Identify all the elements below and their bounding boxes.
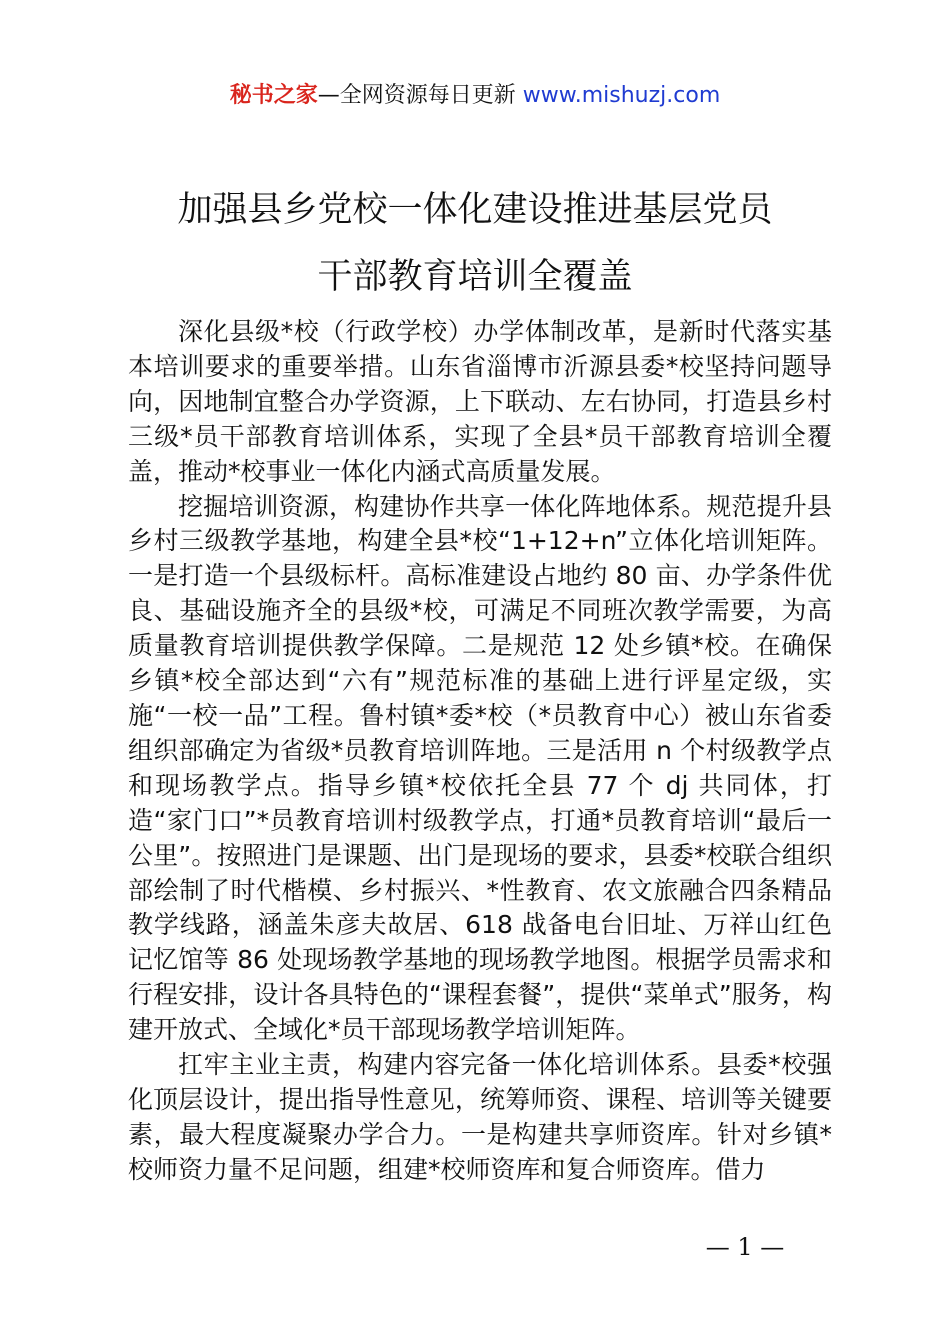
paragraph-resources: 挖掘培训资源，构建协作共享一体化阵地体系。规范提升县乡村三级教学基地，构建全县*校“1+12+n”立体化培训矩阵。一是打造一个县级标杆。高标准建设占地约 80 亩、办学条件优良、基础设施齐全的县级*校，可满足不同班次教学需要，为高质量教育培训提供教学保障。二是规范 12 处乡镇*校。在确保乡镇*校全部达到“六有”规范标准的基础上进行评星定级，实施“一校一品”工程。鲁村镇*委*校（*员教育中心）被山东省委组织部确定为省级*员教育培训阵地。三是活用 n 个村级教学点和现场教学点。指导乡镇*校依托全县 77 个 dj 共同体，打造“家门口”*员教育培训村级教学点，打通*员教育培训“最后一公里”。按照进门是课题、出门是现场的要求，县委*校联合组织部绘制了时代楷模、乡村振兴、*性教育、农文旅融合四条精品教学线路，涵盖朱彦夫故居、618 战备电台旧址、万祥山红色记忆馆等 86 处现场教学基地的现场教学地图。根据学员需求和行程安排，设计各具特色的“课程套餐”，提供“菜单式”服务，构建开放式、全域化*员干部现场教学培训矩阵。 <box>128 491 832 1045</box>
site-header <box>0 80 950 112</box>
document-title-line-2: 干部教育培训全覆盖 <box>317 257 633 297</box>
site-tagline: —全网资源每日更新 <box>317 83 516 108</box>
page-number: — 1 — <box>705 1233 785 1261</box>
paragraph-intro: 深化县级*校（行政学校）办学体制改革，是新时代落实基本培训要求的重要举措。山东省淄博市沂源县委*校坚持问题导向，因地制宜整合办学资源，上下联动、左右协同，打造县乡村三级*员干部教育培训体系，实现了全县*员干部教育培训全覆盖，推动*校事业一体化内涵式高质量发展。 <box>128 317 832 486</box>
site-url-link[interactable]: www.mishuzj.com <box>522 83 721 108</box>
paragraph-curriculum: 扛牢主业主责，构建内容完备一体化培训体系。县委*校强化顶层设计，提出指导性意见，统筹师资、课程、培训等关键要素，最大程度凝聚办学合力。一是构建共享师资库。针对乡镇*校师资力量不足问题，组建*校师资库和复合师资库。借力 <box>128 1050 832 1184</box>
site-brand: 秘书之家 <box>229 83 318 108</box>
document-body <box>128 315 832 1188</box>
document-title-line-1: 加强县乡党校一体化建设推进基层党员 <box>177 190 773 230</box>
